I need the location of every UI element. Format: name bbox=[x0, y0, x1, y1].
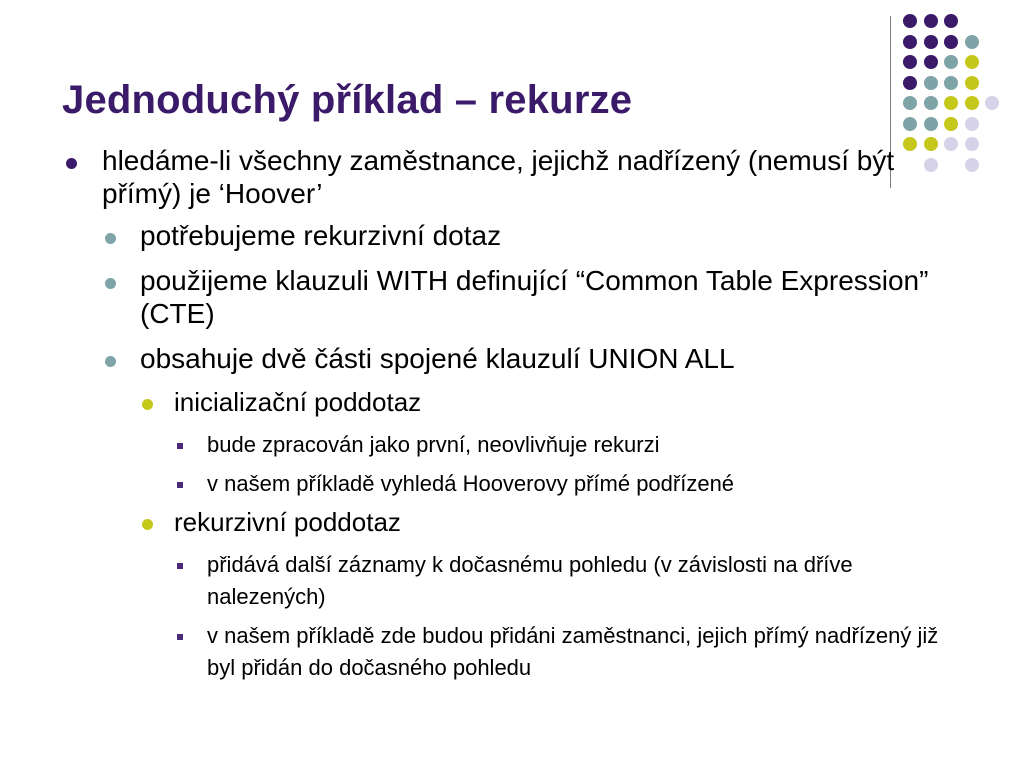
bullet-text: hledáme-li všechny zaměstnance, jejichž nadřízený (nemusí být přímý) je ‘Hoover’ bbox=[102, 145, 895, 209]
decorative-dot bbox=[903, 35, 917, 49]
bullet-text: inicializační poddotaz bbox=[174, 387, 422, 417]
decorative-dot bbox=[944, 14, 958, 28]
bullet-marker-circle-icon bbox=[66, 158, 77, 169]
bullet-marker-circle-icon bbox=[105, 278, 116, 289]
bullet-text: použijeme klauzuli WITH definující “Common Table Expression” (CTE) bbox=[140, 265, 929, 329]
decorative-dot bbox=[944, 96, 958, 110]
slide-content bbox=[0, 144, 960, 691]
decorative-dot bbox=[924, 55, 938, 69]
bullet-marker-circle-icon bbox=[142, 399, 153, 410]
decorative-dot bbox=[903, 96, 917, 110]
bullet-text: potřebujeme rekurzivní dotaz bbox=[140, 220, 502, 251]
bullet-text: v našem příkladě vyhledá Hooverovy přímé podřízené bbox=[207, 471, 735, 496]
decorative-dot bbox=[965, 96, 979, 110]
decorative-dot bbox=[903, 76, 917, 90]
decorative-dot bbox=[965, 76, 979, 90]
decorative-dot bbox=[924, 117, 938, 131]
bullet-text: v našem příkladě zde budou přidáni zaměstnanci, jejich přímý nadřízený již byl přidán do dočasného pohledu bbox=[207, 623, 939, 680]
bullet-text: přidává další záznamy k dočasnému pohledu (v závislosti na dříve nalezených) bbox=[207, 552, 853, 609]
decorative-dot-grid bbox=[903, 14, 1013, 164]
decorative-dot bbox=[965, 35, 979, 49]
bullet-item-5 bbox=[0, 387, 960, 417]
bullet-item-10 bbox=[0, 620, 960, 684]
decorative-dot bbox=[944, 117, 958, 131]
bullet-marker-square-icon bbox=[177, 563, 183, 569]
bullet-marker-square-icon bbox=[177, 482, 183, 488]
bullet-marker-circle-icon bbox=[105, 356, 116, 367]
decorative-dot bbox=[903, 117, 917, 131]
bullet-text: obsahuje dvě části spojené klauzulí UNION ALL bbox=[140, 343, 735, 374]
bullet-text: bude zpracován jako první, neovlivňuje rekurzi bbox=[207, 432, 660, 457]
decorative-dot bbox=[924, 35, 938, 49]
bullet-item-9 bbox=[0, 549, 960, 613]
decorative-dot bbox=[924, 14, 938, 28]
decorative-dot bbox=[965, 55, 979, 69]
decorative-dot bbox=[944, 35, 958, 49]
bullet-item-6 bbox=[0, 429, 960, 461]
decorative-dot bbox=[965, 158, 979, 172]
bullet-marker-square-icon bbox=[177, 634, 183, 640]
bullet-text: rekurzivní poddotaz bbox=[174, 507, 401, 537]
bullet-item-8 bbox=[0, 507, 960, 537]
bullet-item-7 bbox=[0, 468, 960, 500]
decorative-dot bbox=[944, 55, 958, 69]
decorative-dot bbox=[924, 76, 938, 90]
decorative-dot bbox=[924, 96, 938, 110]
bullet-item-1 bbox=[0, 144, 960, 210]
bullet-item-3 bbox=[0, 264, 960, 330]
decorative-dot bbox=[965, 117, 979, 131]
bullet-marker-circle-icon bbox=[105, 233, 116, 244]
decorative-dot bbox=[985, 96, 999, 110]
decorative-dot bbox=[965, 137, 979, 151]
slide-title: Jednoduchý příklad – rekurze bbox=[62, 78, 633, 122]
decorative-dot bbox=[903, 14, 917, 28]
decorative-dot bbox=[944, 76, 958, 90]
decorative-dot bbox=[903, 55, 917, 69]
bullet-marker-circle-icon bbox=[142, 519, 153, 530]
bullet-marker-square-icon bbox=[177, 443, 183, 449]
bullet-item-2 bbox=[0, 219, 960, 252]
bullet-item-4 bbox=[0, 342, 960, 375]
